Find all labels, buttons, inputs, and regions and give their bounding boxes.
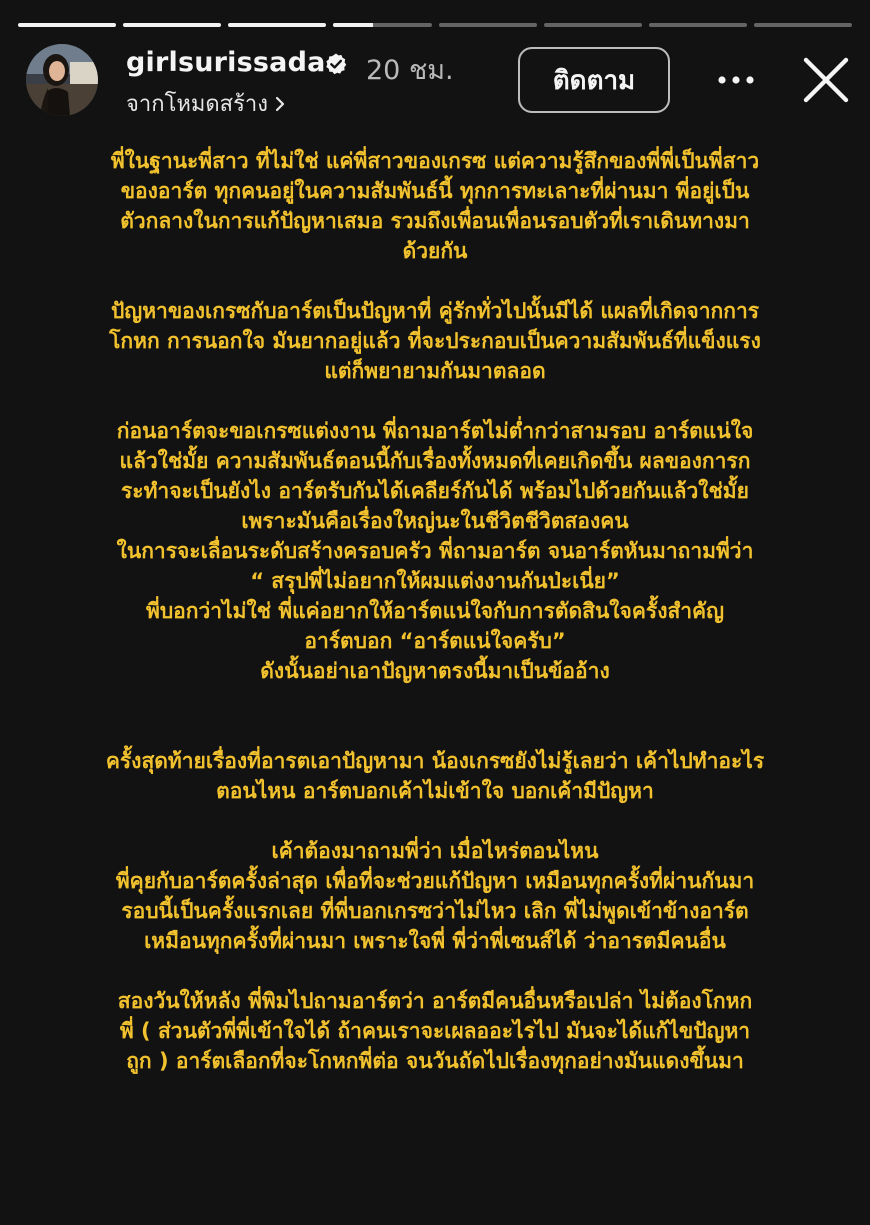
follow-button[interactable]: ติดตาม — [518, 47, 670, 113]
text-line: แล้วใช่มั้ย ความสัมพันธ์ตอนนี้กับเรื่องทั้งหมดที่เคยเกิดขึ้น ผลของการก — [119, 449, 751, 473]
close-button[interactable] — [802, 56, 850, 104]
paragraph-gap — [40, 806, 830, 836]
text-line: ถูก ) อาร์ตเลือกที่จะโกหกพี่ต่อ จนวันถัดไปเรื่องทุกอย่างมันแดงขึ้นมา — [126, 1049, 744, 1073]
close-icon — [802, 56, 850, 104]
text-line: ตัวกลางในการแก้ปัญหาเสมอ รวมถึงเพื่อนเพื่อนรอบตัวที่เราเดินทางมา — [120, 209, 750, 233]
text-line: สองวันให้หลัง พี่พิมไปถามอาร์ตว่า อาร์ตมีคนอื่นหรือเปล่า ไม่ต้องโกหก — [117, 989, 753, 1013]
text-line: ครั้งสุดท้ายเรื่องที่อารตเอาปัญหามา น้องเกรซยังไม่รู้เลยว่า เค้าไปทำอะไร — [105, 749, 765, 773]
text-line: ในการจะเลื่อนระดับสร้างครอบครัว พี่ถามอาร์ต จนอาร์ตหันมาถามพี่ว่า — [116, 539, 754, 563]
progress-segment — [544, 23, 642, 27]
progress-segment — [649, 23, 747, 27]
paragraph-3 — [40, 416, 830, 686]
paragraph-2 — [40, 296, 830, 386]
story-text-body — [40, 146, 830, 1076]
created-mode-label: จากโหมดสร้าง — [126, 92, 269, 117]
progress-segment — [228, 23, 326, 27]
created-mode-link[interactable] — [126, 86, 286, 121]
text-line: พี่ในฐานะพี่สาว ที่ไม่ใช่ แค่พี่สาวของเกรซ แต่ความรู้สึกของพี่พี่เป็นพี่สาว — [110, 149, 760, 173]
text-line: รอบนี้เป็นครั้งแรกเลย ที่พี่บอกเกรซว่าไม่ไหว เลิก พี่ไม่พูดเข้าข้างอาร์ต — [121, 899, 749, 923]
text-line: พี่คุยกับอาร์ตครั้งล่าสุด เพื่อที่จะช่วยแก้ปัญหา เหมือนทุกครั้งที่ผ่านกันมา — [115, 869, 755, 893]
more-button[interactable] — [716, 62, 756, 98]
avatar-image — [26, 44, 98, 116]
progress-segment — [18, 23, 116, 27]
text-line: พี่บอกว่าไม่ใช่ พี่แค่อยากให้อาร์ตแน่ใจกับการตัดสินใจครั้งสำคัญ — [146, 599, 724, 623]
paragraph-4 — [40, 746, 830, 806]
progress-segment — [123, 23, 221, 27]
text-line: ดังนั้นอย่าเอาปัญหาตรงนี้มาเป็นข้ออ้าง — [260, 659, 610, 683]
text-line: ก่อนอาร์ตจะขอเกรซแต่งงาน พี่ถามอาร์ตไม่ต่ำกว่าสามรอบ อาร์ตแน่ใจ — [116, 419, 754, 443]
text-line: เหมือนทุกครั้งที่ผ่านมา เพราะใจพี่ พี่ว่าพี่เซนส์ได้ ว่าอารตมีคนอื่น — [144, 929, 726, 953]
verified-badge-icon — [324, 52, 348, 76]
text-line: แต่ก็พยายามกันมาตลอด — [324, 359, 546, 383]
text-line: ระทำจะเป็นยังไง อาร์ตรับกันได้เคลียร์กันได้ พร้อมไปด้วยกันแล้วใช่มั้ย — [121, 479, 749, 503]
text-line: ตอนไหน อาร์ตบอกเค้าไม่เข้าใจ บอกเค้ามีปัญหา — [216, 779, 654, 803]
text-line: ด้วยกัน — [402, 239, 468, 263]
paragraph-gap — [40, 686, 830, 746]
progress-segment-fill — [18, 23, 116, 27]
progress-segment — [754, 23, 852, 27]
text-line: ของอาร์ต ทุกคนอยู่ในความสัมพันธ์นี้ ทุกการทะเลาะที่ผ่านมา พี่อยู่เป็น — [120, 179, 750, 203]
progress-segment — [333, 23, 431, 27]
chevron-right-icon — [274, 95, 286, 113]
avatar[interactable] — [26, 44, 98, 116]
more-horizontal-icon — [717, 75, 755, 85]
text-line: โกหก การนอกใจ มันยากอยู่แล้ว ที่จะประกอบเป็นความสัมพันธ์ที่แข็งแรง — [109, 329, 761, 353]
paragraph-gap — [40, 386, 830, 416]
text-line: “ สรุปพี่ไม่อยากให้ผมแต่งงานกันป่ะเนี่ย” — [250, 569, 620, 593]
text-line: เพราะมันคือเรื่องใหญ่นะในชีวิตชีวิตสองคน — [241, 509, 629, 533]
text-line: เค้าต้องมาถามพี่ว่า เมื่อไหร่ตอนไหน — [271, 839, 599, 863]
progress-segment-fill — [333, 23, 372, 27]
username[interactable]: girlsurissada — [126, 47, 326, 78]
progress-segment — [439, 23, 537, 27]
paragraph-5 — [40, 836, 830, 956]
text-line: พี่ ( ส่วนตัวพี่พี่เข้าใจได้ ถ้าคนเราจะเผลออะไรไป มันจะได้แก้ไขปัญหา — [119, 1019, 751, 1043]
paragraph-1 — [40, 146, 830, 266]
text-line: ปัญหาของเกรซกับอาร์ตเป็นปัญหาที่ คู่รักทั่วไปนั้นมีได้ แผลที่เกิดจากการ — [110, 299, 760, 323]
paragraph-gap — [40, 266, 830, 296]
text-line: อาร์ตบอก “อาร์ตแน่ใจครับ” — [304, 629, 566, 653]
story-progress-bar — [18, 23, 852, 27]
progress-segment-fill — [123, 23, 221, 27]
post-time: 20 ชม. — [366, 55, 454, 86]
paragraph-gap — [40, 956, 830, 986]
progress-segment-fill — [228, 23, 326, 27]
story-header — [26, 44, 856, 120]
paragraph-6 — [40, 986, 830, 1076]
